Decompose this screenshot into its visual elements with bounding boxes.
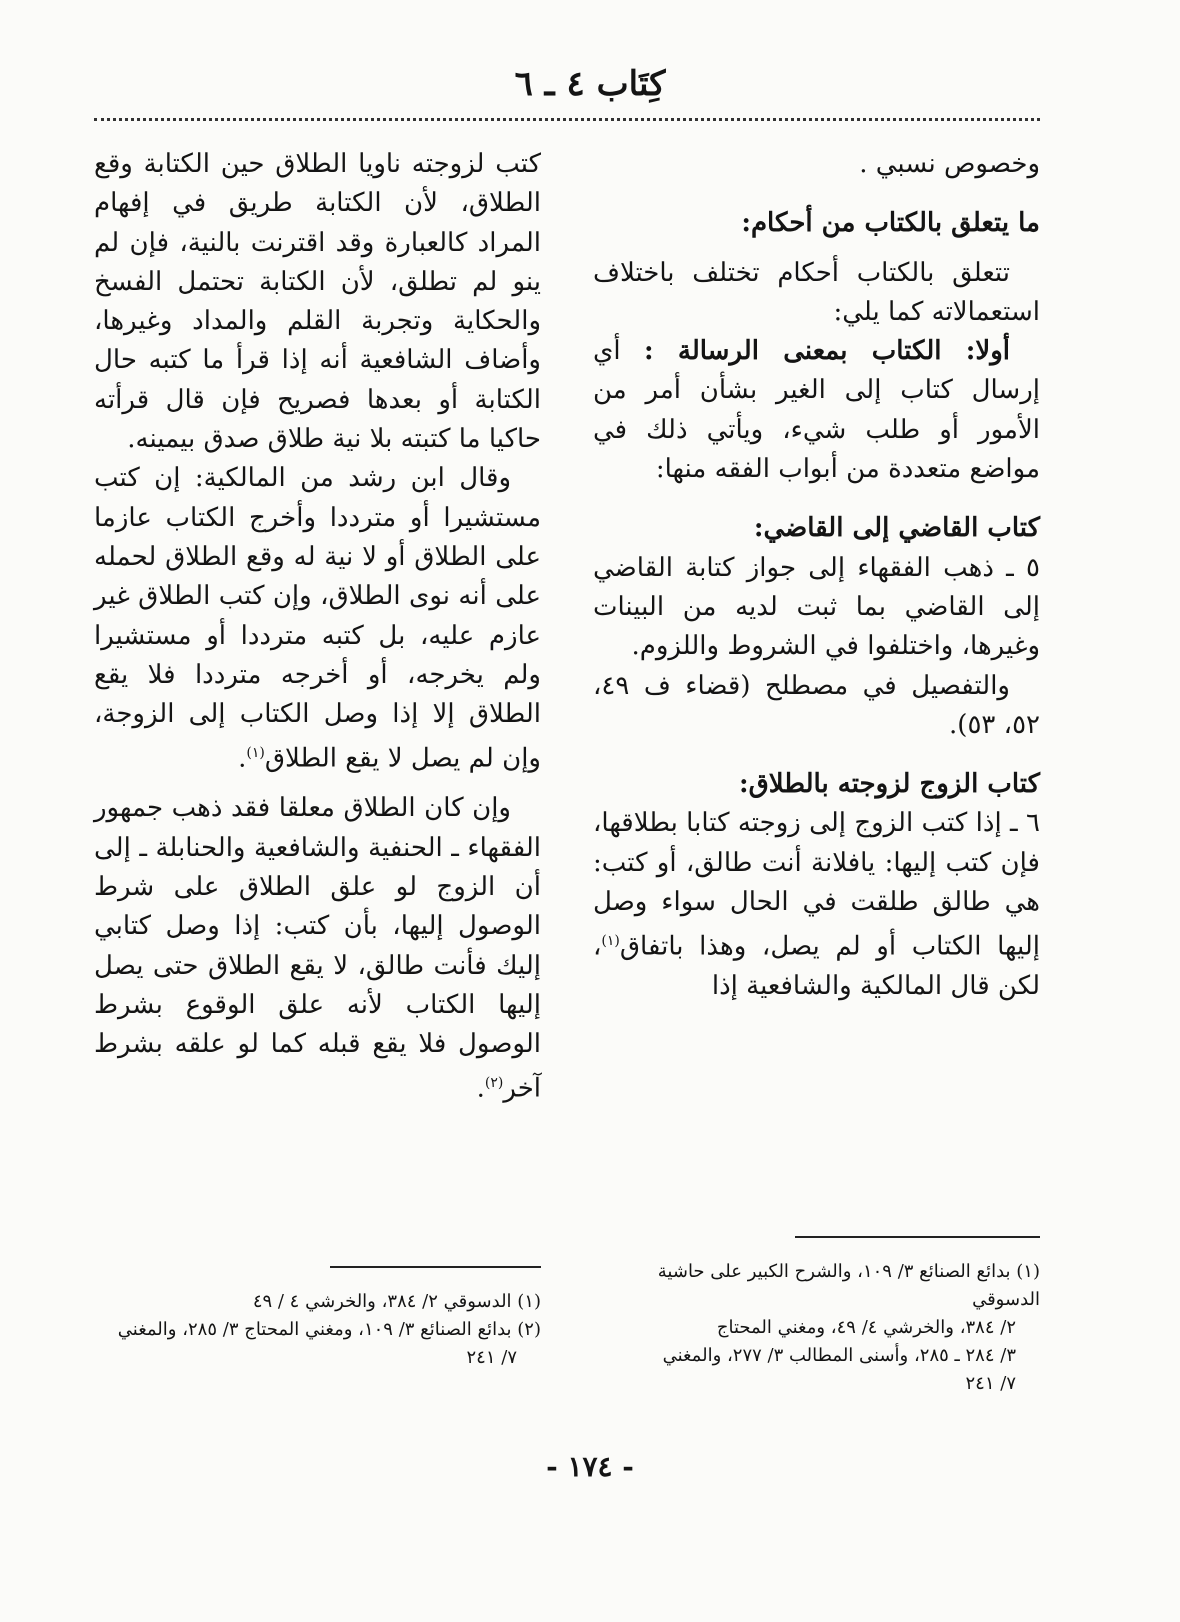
paragraph: وخصوص نسبي . [859, 149, 1040, 179]
paragraph [593, 804, 1040, 1006]
footnote-ref: (١) [601, 933, 620, 950]
paragraph [593, 332, 1040, 489]
paragraph: كتب لزوجته ناويا الطلاق حين الكتابة وقع الطلاق، لأن الكتابة طريق في إفهام المراد كالعبارة وقد اقترنت بالنية، فإن لم ينو لم تطلق، لأن الكتابة تحتمل الفسخ والحكاية وتجربة القلم والمداد وغيرها، وأضاف الشافعية أنه إذا قرأ ما كتبه حال الكتابة أو بعدها فصريح فإن قال قرأته حاكيا ما كتبته بلا نية طلاق صدق بيمينه. [94, 149, 541, 455]
paragraph-text: ، لكن قال المالكية والشافعية إذا [593, 932, 1040, 1002]
footnote-separator [330, 1266, 541, 1268]
paragraph-text: ٦ ـ إذا كتب الزوج إلى زوجته كتابا بطلاقها، فإن كتب إليها: يافلانة أنت طالق، أو كتب: هي طالق طلقت في الحال سواء وصل إليها الكتاب أو لم يصل، وهذا باتفاق [593, 808, 1040, 962]
paragraph: تتعلق بالكتاب أحكام تختلف باختلاف استعمالاته كما يلي: [593, 257, 1040, 327]
paragraph-text: . [476, 1074, 485, 1105]
right-column [593, 145, 1040, 1007]
footnote-line: ٢/ ٣٨٤، والخرشي ٤/ ٤٩، ومغني المحتاج [716, 1317, 1016, 1338]
footnotes-left [94, 1288, 541, 1372]
paragraph [94, 789, 541, 1109]
footnote-line: ٧/ ٢٤١ [965, 1373, 1016, 1394]
section-heading: كتاب الزوج لزوجته بالطلاق: [739, 769, 1040, 800]
page-number: - ١٧٤ - [546, 1450, 634, 1483]
footnote-ref: (١) [246, 745, 265, 762]
footnote-separator [795, 1236, 1040, 1238]
paragraph: والتفصيل في مصطلح (قضاء ف ٤٩، ٥٢، ٥٣). [593, 670, 1040, 740]
paragraph-text: أي إرسال كتاب إلى الغير بشأن أمر من الأمور أو طلب شيء، ويأتي ذلك في مواضع متعددة من أبواب الفقه منها: [593, 336, 1040, 485]
left-column [94, 145, 541, 1109]
paragraph-text: . [238, 744, 247, 775]
section-heading: كتاب القاضي إلى القاضي: [753, 513, 1040, 544]
paragraph: ٥ ـ ذهب الفقهاء إلى جواز كتابة القاضي إلى القاضي بما ثبت لديه من البينات وغيرها، واختلفوا في الشروط واللزوم. [593, 552, 1040, 662]
paragraph-text: وإن كان الطلاق معلقا فقد ذهب جمهور الفقهاء ـ الحنفية والشافعية والحنابلة ـ إلى أن الزوج لو علق الطلاق على شرط الوصول إليها، بأن كتب: إذا وصل كتابي إليك فأنت طالق، لا يقع الطلاق حتى يصل إليها الكتاب لأنه علق الوقوع بشرط الوصول فلا يقع قبله كما لو علقه بشرط آخر [94, 793, 541, 1105]
footnotes-right [590, 1258, 1040, 1398]
section-heading: ما يتعلق بالكتاب من أحكام: [741, 208, 1040, 239]
header-dotted-rule [94, 118, 1040, 121]
paragraph [94, 459, 541, 779]
running-header: كِتَاب ٤ ـ ٦ [514, 64, 666, 104]
footnote-line: ٣/ ٢٨٤ ـ ٢٨٥، وأسنى المطالب ٣/ ٢٧٧، والمغني [662, 1345, 1016, 1366]
footnote-ref: (٢) [484, 1075, 504, 1092]
footnote-line: ٧/ ٢٤١ [466, 1347, 517, 1368]
footnote: (١) بدائع الصنائع ٣/ ١٠٩، والشرح الكبير على حاشية الدسوقي [657, 1261, 1040, 1310]
footnote: (١) الدسوقي ٢/ ٣٨٤، والخرشي ٤ / ٤٩ [252, 1291, 541, 1312]
paragraph-text: وقال ابن رشد من المالكية: إن كتب مستشيرا أو مترددا وأخرج الكتاب عازما على الطلاق أو لا نية له وقع الطلاق لحمله على أنه نوى الطلاق، وإن كتب الطلاق غير عازم عليه، بل كتبه مترددا أو مستشيرا ولم يخرجه، أو أخرجه مترددا فلا يقع الطلاق إلا إذا وصل الكتاب إلى الزوجة، وإن لم يصل لا يقع الطلاق [94, 463, 541, 775]
footnote: (٢) بدائع الصنائع ٣/ ١٠٩، ومغني المحتاج ٣/ ٢٨٥، والمغني [117, 1319, 541, 1340]
inline-heading: أولا: الكتاب بمعنى الرسالة : [644, 336, 1010, 367]
